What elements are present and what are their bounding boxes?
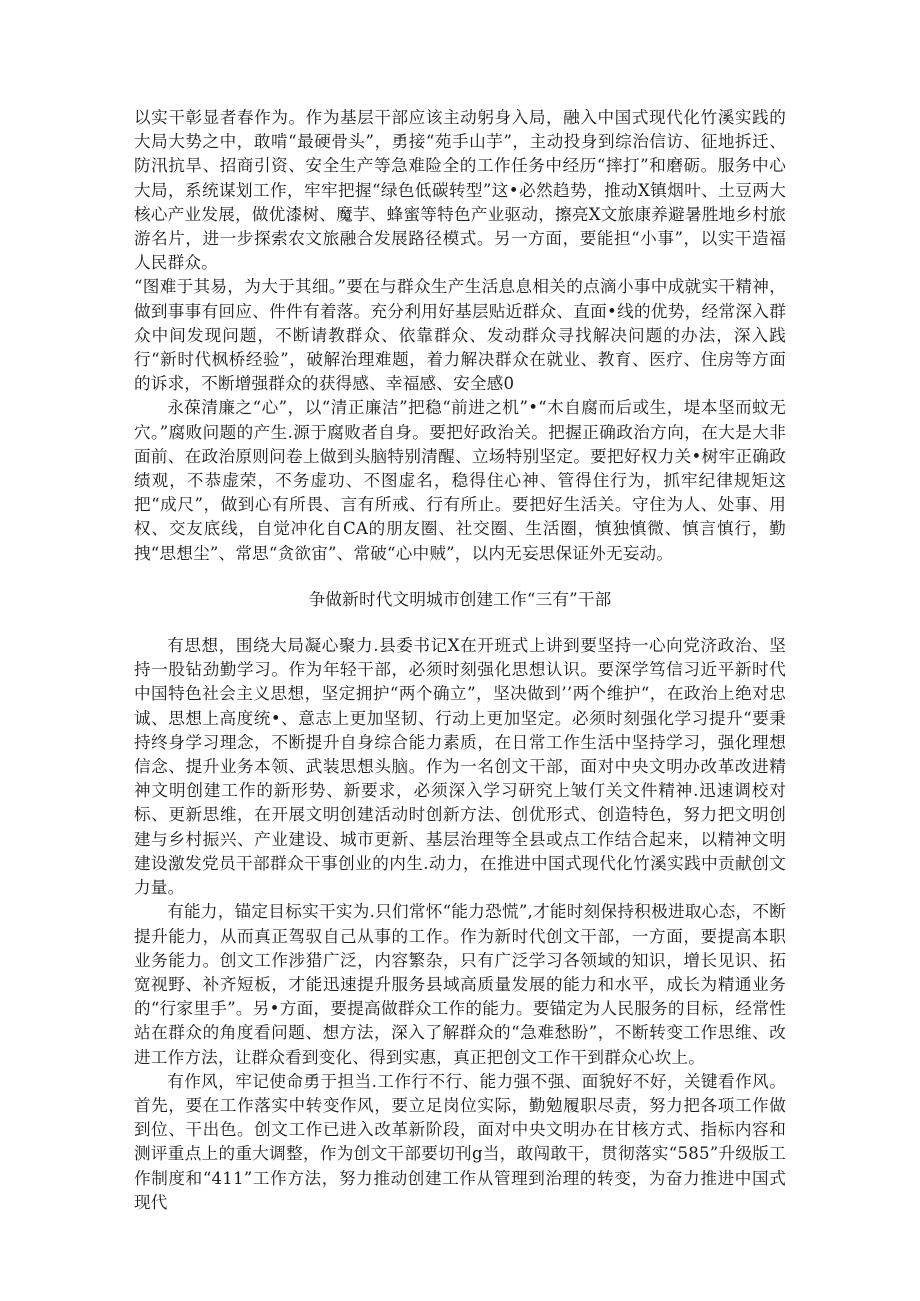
paragraph-1: 以实干彰显者春作为。作为基层干部应该主动躬身入局，融入中国式现代化竹溪实践的大局大势之中，敢啃“最硬骨头”，勇接“苑手山芋”，主动投身到综治信访、征地拆迁、防汛抗旱、招商引资、安全生产等急难险全的工作任务中经历“摔打”和磨砺。服务中心大局，系统谋划工作，牢牢把握“绿色低碳转型”这•必然趋势，推动X镇烟叶、土豆两大核心产业发展，做优漆树、魔芋、蜂蜜等特色产业驱动，擦亮X文旅康养避暑胜地乡村旅游名片，进一步探索农文旅融合发展路径模式。另一方面，要能担“小事”，以实干造福人民群众。 — [134, 108, 786, 273]
document-page — [134, 106, 786, 1215]
paragraph-3: 永葆清廉之“心”，以“清正廉洁”把稳“前进之机”•“木自腐而后或生，堤本坚而蚊无穴。”腐败问题的产生.源于腐败者自身。要把好政治关。把握正确政治方向，在大是大非面前、在政治原则问卷上做到头脑特别清醒、立场特别坚定。要把好权力关•树牢正确政绩观，不恭虚荣，不务虚功、不图虚名，稳得住心神、管得住行为，抓牢纪律规矩这把“成尺”，做到心有所畏、言有所戒、行有所止。要把好生活关。守住为人、处事、用权、交友底线，自觉冲化自CA的朋友圈、社交圈、生活圈，慎独慎微、慎言慎行，勤拽“思想尘”、常思“贪欲宙”、常破“心中贼”，以内无妄思保证外无妄动。 — [134, 398, 786, 563]
paragraph-6: 有作风，牢记使命勇于担当.工作行不行、能力强不强、面貌好不好，关键看作风。首先，要在工作落实中转变作风，要立足岗位实际，勤勉履职尽责，努力把各项工作做到位、干出色。创文工作已进入改革新阶段，面对中央文明办在甘核方式、指标内容和测评重点上的重大调整，作为创文干部要切刊g当，敢闯敢干，贯彻落实“585”升级版工作制度和“411”工作方法，努力推动创建工作从管理到治理的转变，为奋力推进中国式现代 — [134, 1071, 786, 1212]
section-title: 争做新时代文明城市创建工作“三有”干部 — [308, 589, 612, 609]
paragraph-5: 有能力，锚定目标实干实为.只们常怀“能力恐慌”,才能时刻保持积极进取心态，不断提升能力，从而真正驾驭自己从事的工作。作为新时代创文干部，一方面，要提高本职业务能力。创文工作涉猎广泛，内容繁杂，只有广泛学习各领域的知识，增长见识、拓宽视野、补齐短板，才能迅速提升服务县域高质量发展的能力和水平，成长为精通业务的“行家里手”。另•方面，要提高做群众工作的能力。要锚定为人民服务的目标，经常性站在群众的角度看问题、想方法，深入了解群众的“急难愁盼”，不断转变工作思维、改进工作方法，让群众看到变化、得到实惠，真正把创文工作干到群众心坎上。 — [134, 902, 786, 1067]
paragraph-4: 有思想，围绕大局凝心聚力.县委书记X在开班式上讲到要坚持一心向党济政治、坚持一股钻劲勤学习。作为年轻干部，必须时刻强化思想认识。要深学笃信习近平新时代中国特色社会主义思想，坚定拥护“两个确立”，坚决做到’’两个维护“，在政治上绝对忠诚、思想上高度统•、意志上更加坚韧、行动上更加坚定。必须时刻强化学习提升“要秉持终身学习理念，不断提升自身综合能力素质，在日常工作生活中坚持学习，强化理想信念、提升业务本领、武装思想头脑。作为一名创文干部，面对中央文明办改革改进精神文明创建工作的新形势、新要求，必须深入学习研究上皱仃关文件精神.迅速调校对标、更新思维，在开展文明创建活动时创新方法、创优形式、创造特色，努力把文明创建与乡村振兴、产业建设、城市更新、基层治理等全县或点工作结合起来，以精神文明建设激发党员干部群众干事创业的内生.动力，在推进中国式现代化竹溪实践中贡献创文力量。 — [134, 636, 786, 898]
paragraph-2: “图难于其易，为大于其细。”要在与群众生产生活息息相关的点滴小事中成就实干精神，做到事事有回应、件件有着落。充分利用好基层贴近群众、直面•线的优势，经常深入群众中间发现问题，不断请教群众、依靠群众、发动群众寻找解决问题的办法，深入践行“新时代枫桥经验”，破解治理难题，着力解决群众在就业、教育、医疗、住房等方面的诉求，不断增强群众的获得感、幸福感、安全感0 — [134, 277, 786, 394]
